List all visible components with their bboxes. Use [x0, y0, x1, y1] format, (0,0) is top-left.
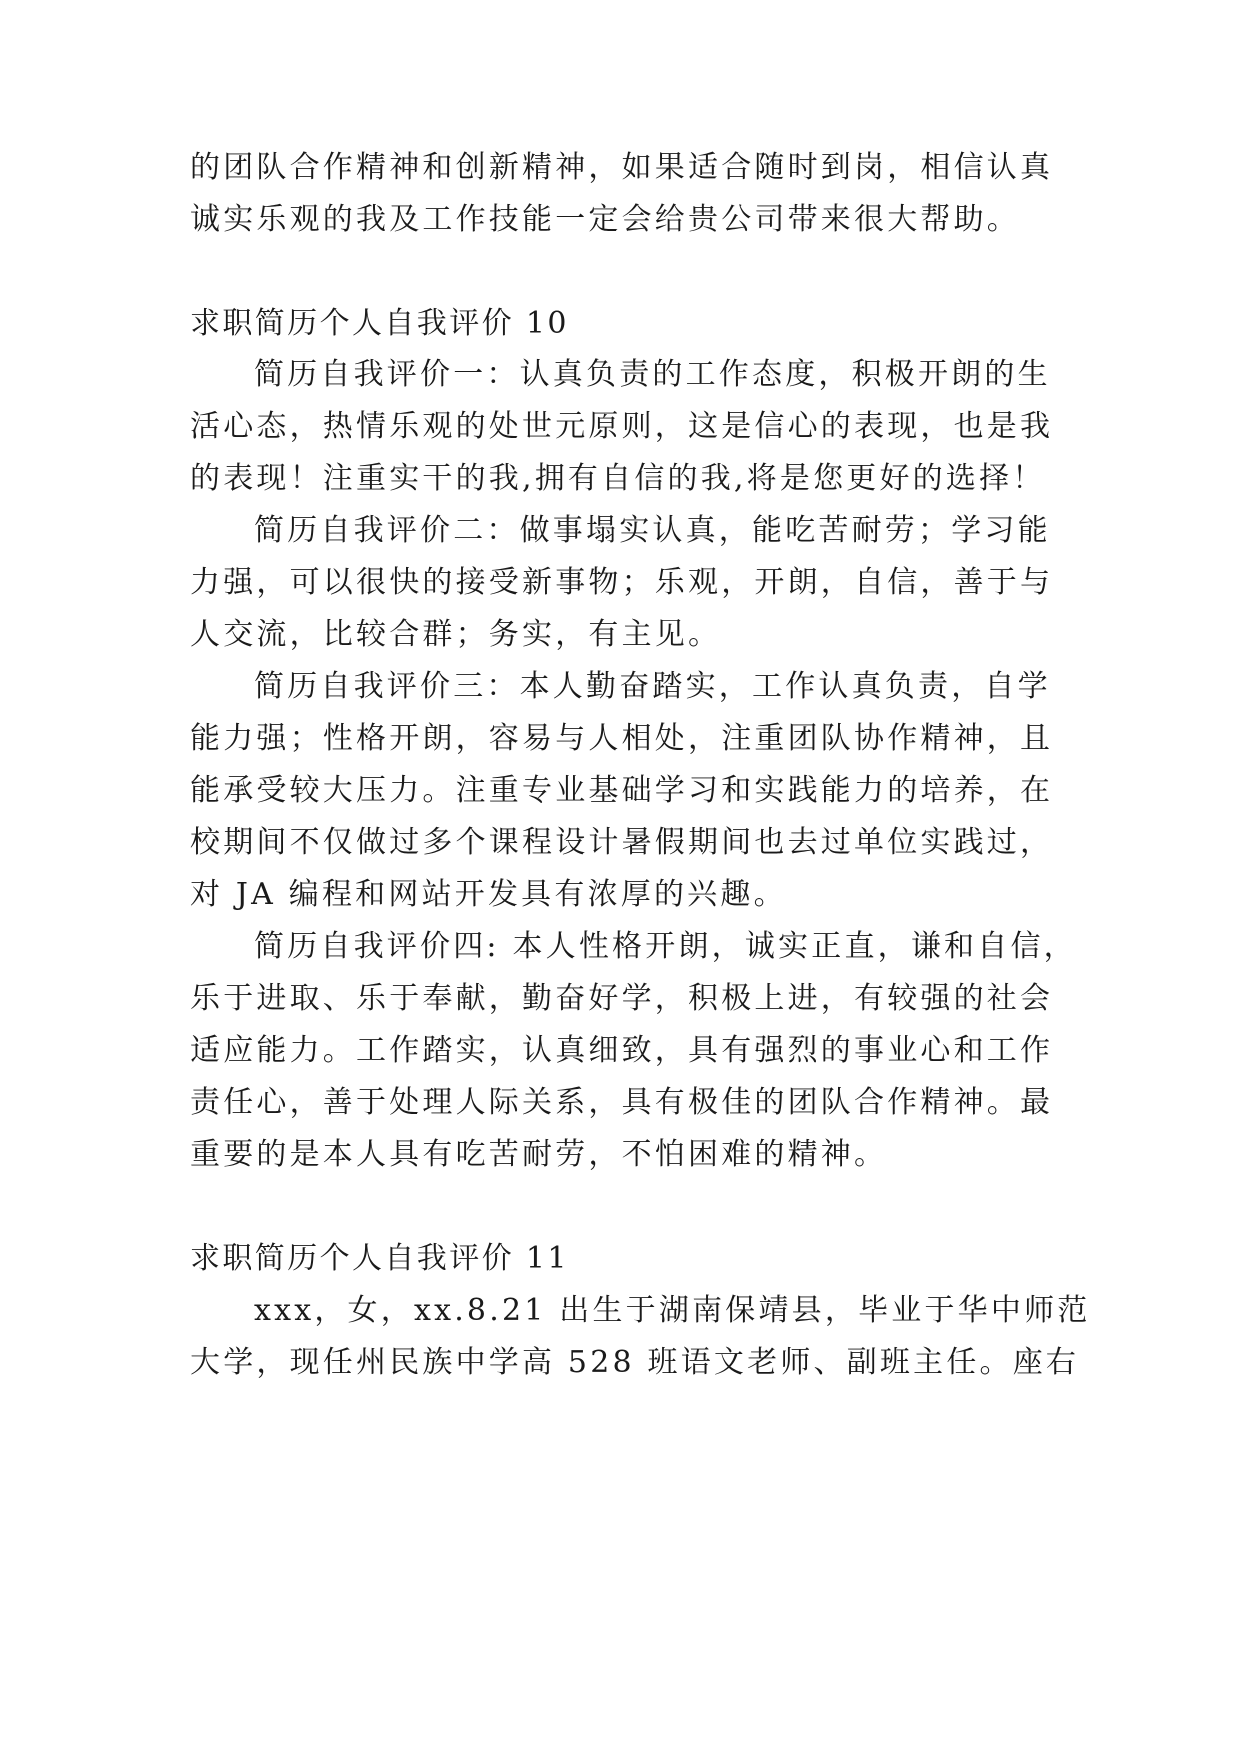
section-heading: 求职简历个人自我评价 10	[190, 306, 569, 341]
paragraph-line: xxx，女，xx.8.21 出生于湖南保靖县，毕业于华中师范	[254, 1293, 1091, 1328]
paragraph-line: 简历自我评价三：本人勤奋踏实，工作认真负责，自学	[254, 669, 1051, 704]
paragraph-line: 校期间不仅做过多个课程设计暑假期间也去过单位实践过，	[190, 825, 1054, 860]
paragraph-line: 力强，可以很快的接受新事物；乐观，开朗，自信，善于与	[190, 565, 1054, 600]
paragraph-line: 简历自我评价四: 本人性格开朗，诚实正直，谦和自信，	[254, 929, 1077, 964]
paragraph-line: 重要的是本人具有吃苦耐劳，不怕困难的精神。	[190, 1137, 888, 1172]
paragraph-line: 责任心，善于处理人际关系，具有极佳的团队合作精神。最	[190, 1085, 1054, 1120]
paragraph-line: 大学，现任州民族中学高 528 班语文老师、副班主任。座右	[190, 1345, 1080, 1380]
paragraph-line: 乐于进取、乐于奉献，勤奋好学，积极上进，有较强的社会	[190, 981, 1054, 1016]
paragraph-line: 简历自我评价二：做事塌实认真，能吃苦耐劳；学习能	[254, 513, 1051, 548]
paragraph-line: 适应能力。工作踏实，认真细致，具有强烈的事业心和工作	[190, 1033, 1054, 1068]
section-heading: 求职简历个人自我评价 11	[190, 1241, 569, 1276]
paragraph-line: 人交流，比较合群；务实，有主见。	[190, 617, 722, 652]
paragraph-line: 活心态，热情乐观的处世元原则，这是信心的表现，也是我	[190, 409, 1054, 444]
paragraph-line: 简历自我评价一：认真负责的工作态度，积极开朗的生	[254, 357, 1051, 392]
paragraph-line: 能力强；性格开朗，容易与人相处，注重团队协作精神，且	[190, 721, 1054, 756]
paragraph-line: 能承受较大压力。注重专业基础学习和实践能力的培养，在	[190, 773, 1054, 808]
paragraph-line: 的团队合作精神和创新精神，如果适合随时到岗，相信认真	[190, 150, 1054, 185]
paragraph-line: 诚实乐观的我及工作技能一定会给贵公司带来很大帮助。	[190, 202, 1020, 237]
paragraph-line: 的表现！注重实干的我,拥有自信的我,将是您更好的选择！	[190, 461, 1046, 496]
paragraph-line: 对 JA 编程和网站开发具有浓厚的兴趣。	[190, 877, 787, 912]
